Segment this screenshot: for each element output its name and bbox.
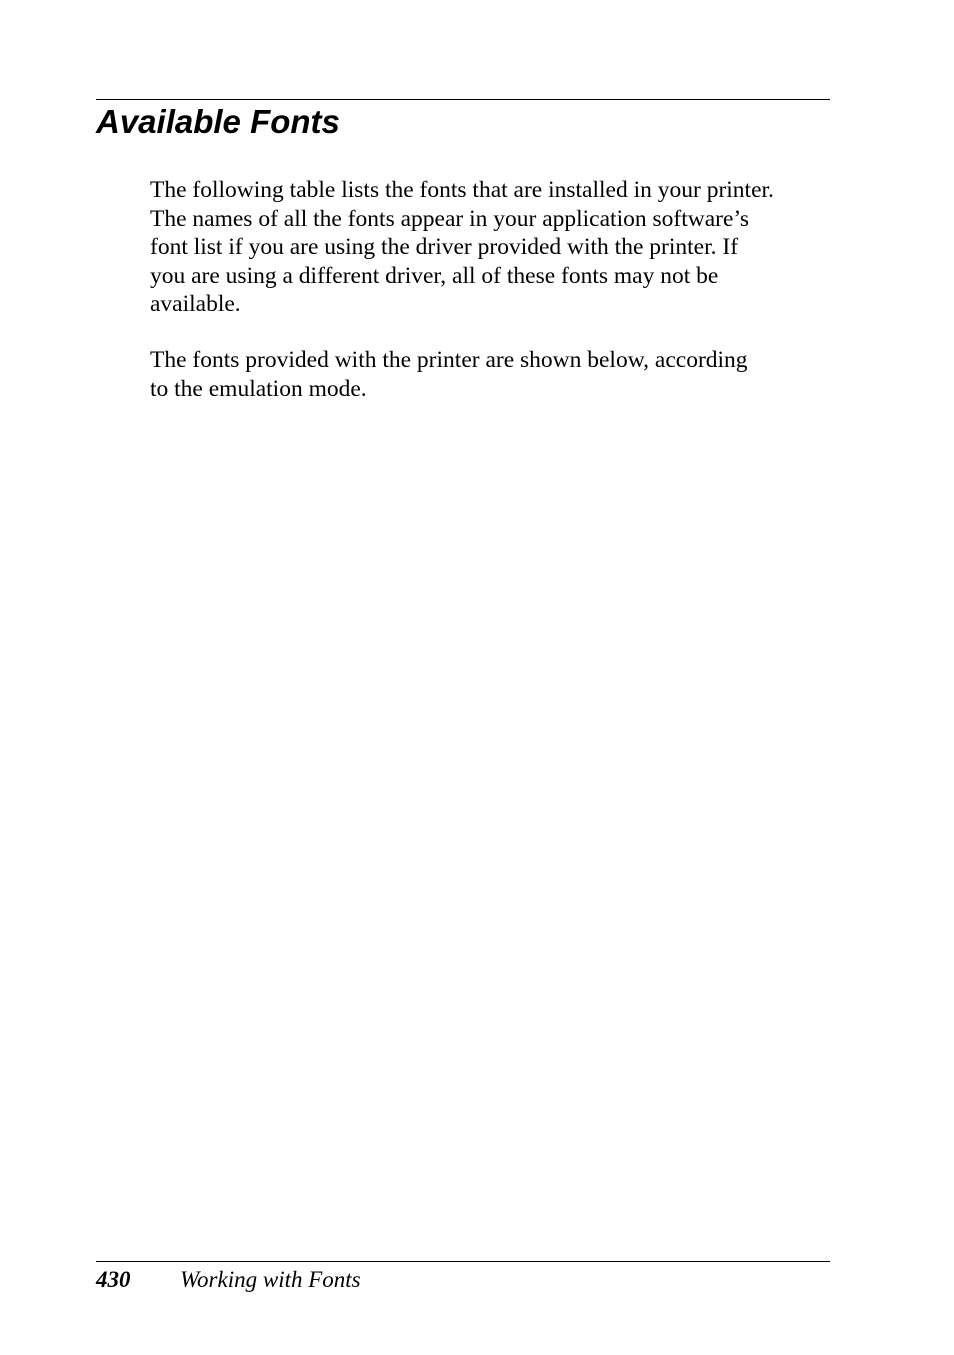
intro-paragraph [150,176,840,319]
paragraph-line: The names of all the fonts appear in your application software’s [150,205,750,232]
footer-rule [96,1261,830,1262]
paragraph-line: to the emulation mode. [150,375,367,402]
emulation-paragraph [150,346,840,403]
paragraph-line: The following table lists the fonts that are installed in your printer. [150,177,774,203]
paragraph-line: The fonts provided with the printer are shown below, according [150,347,748,373]
paragraph-line: you are using a different driver, all of these fonts may not be [150,262,719,289]
paragraph-line: available. [150,291,241,318]
page-number: 430 [96,1267,131,1292]
section-heading: Available Fonts [96,103,340,140]
footer-section-title: Working with Fonts [180,1267,361,1292]
paragraph-line: font list if you are using the driver provided with the printer. If [150,234,739,261]
page-footer [96,1265,361,1295]
header-rule [96,99,830,100]
